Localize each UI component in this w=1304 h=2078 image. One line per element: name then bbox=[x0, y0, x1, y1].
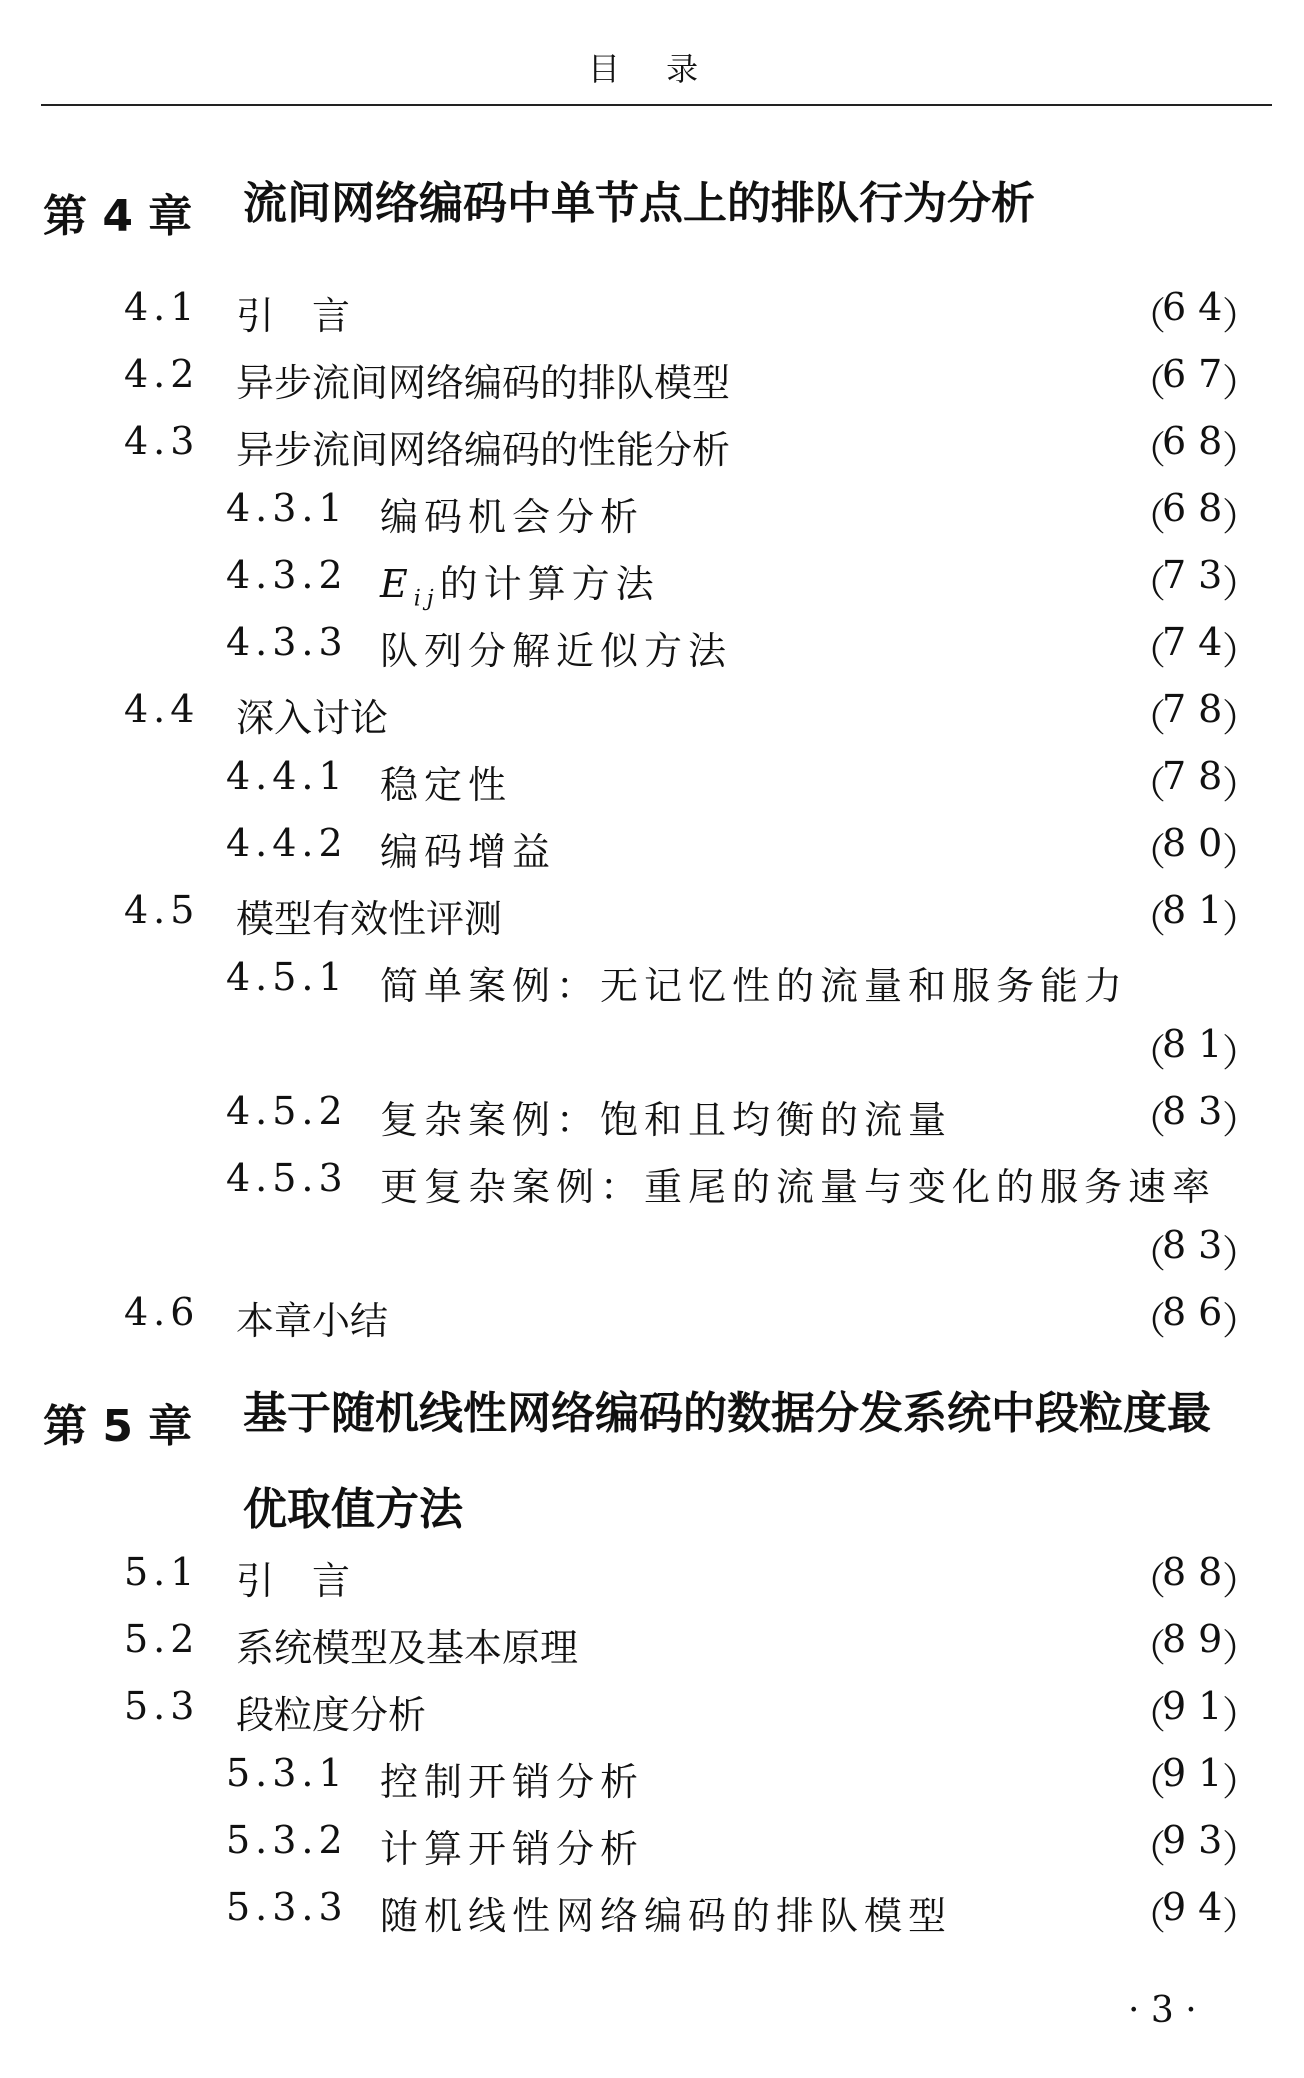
toc-entry[interactable] bbox=[226, 1156, 1260, 1276]
math-variable: $E_{ij}$ bbox=[380, 562, 440, 612]
page-number: 91 bbox=[1162, 1751, 1235, 1795]
section-title: 引 言 bbox=[236, 294, 351, 338]
chapter-number: 第 5 章 bbox=[43, 1401, 193, 1452]
subsection-title: 稳定性 bbox=[380, 763, 513, 807]
section-number: 4.1 bbox=[124, 285, 200, 329]
page-number: 68 bbox=[1162, 419, 1235, 463]
left-paren: （ bbox=[1128, 629, 1167, 673]
left-paren: （ bbox=[1128, 1626, 1167, 1670]
subsection-number: 4.5.2 bbox=[226, 1089, 348, 1133]
subsection-title: 队列分解近似方法 bbox=[380, 629, 733, 673]
dot-leader bbox=[668, 553, 1100, 601]
right-paren: ） bbox=[1221, 1232, 1260, 1276]
page-number: 67 bbox=[1162, 352, 1235, 396]
subsection-title: 控制开销分析 bbox=[380, 1760, 645, 1804]
dot-leader bbox=[806, 419, 1100, 467]
page-number: 88 bbox=[1162, 1550, 1235, 1594]
left-paren: （ bbox=[1128, 1232, 1167, 1276]
dot-leader bbox=[634, 1617, 1100, 1665]
dot-leader bbox=[454, 1684, 1100, 1732]
dot-leader bbox=[668, 1751, 1100, 1799]
toc-entry[interactable] bbox=[124, 1550, 1260, 1602]
section-title: 段粒度分析 bbox=[236, 1693, 427, 1737]
toc-entry[interactable] bbox=[124, 687, 1260, 739]
toc-entry[interactable] bbox=[226, 1089, 1260, 1141]
page-number: 81 bbox=[1162, 1022, 1235, 1066]
toc-entry[interactable] bbox=[226, 620, 1260, 672]
section-title: 模型有效性评测 bbox=[236, 897, 503, 941]
page-number: 68 bbox=[1162, 486, 1235, 530]
right-paren: ） bbox=[1221, 1894, 1260, 1938]
left-paren: （ bbox=[1128, 1098, 1167, 1142]
section-title: 引 言 bbox=[236, 1559, 351, 1603]
page-number: 80 bbox=[1162, 821, 1235, 865]
page-number: 78 bbox=[1162, 754, 1235, 798]
dot-leader bbox=[582, 821, 1100, 869]
left-paren: （ bbox=[1128, 495, 1167, 539]
left-paren: （ bbox=[1128, 830, 1167, 874]
toc-entry[interactable] bbox=[124, 1617, 1260, 1669]
toc-entry[interactable] bbox=[226, 754, 1260, 806]
page-number: 78 bbox=[1162, 687, 1235, 731]
subsection-number: 5.3.3 bbox=[226, 1885, 348, 1929]
page-folio: · 3 · bbox=[1128, 1990, 1197, 2031]
section-number: 5.2 bbox=[124, 1617, 200, 1661]
left-paren: （ bbox=[1128, 428, 1167, 472]
subsection-number: 5.3.1 bbox=[226, 1751, 348, 1795]
section-title: 异步流间网络编码的排队模型 bbox=[236, 361, 731, 405]
right-paren: ） bbox=[1221, 897, 1260, 941]
toc-entry[interactable] bbox=[226, 955, 1260, 1075]
right-paren: ） bbox=[1221, 495, 1260, 539]
page-number: 74 bbox=[1162, 620, 1235, 664]
section-number: 5.3 bbox=[124, 1684, 200, 1728]
section-number: 4.6 bbox=[124, 1290, 200, 1334]
toc-entry[interactable] bbox=[124, 419, 1260, 471]
page-number: 83 bbox=[1162, 1089, 1235, 1133]
chapter-number: 第 4 章 bbox=[43, 191, 193, 242]
left-paren: （ bbox=[1128, 897, 1167, 941]
right-paren: ） bbox=[1221, 294, 1260, 338]
subsection-number: 4.4.1 bbox=[226, 754, 348, 798]
left-paren: （ bbox=[1128, 1031, 1167, 1075]
header-rule bbox=[41, 104, 1272, 106]
dot-leader bbox=[406, 687, 1100, 735]
section-title: 深入讨论 bbox=[236, 696, 389, 740]
left-paren: （ bbox=[1128, 763, 1167, 807]
left-paren: （ bbox=[1128, 361, 1167, 405]
subsection-number: 4.4.2 bbox=[226, 821, 348, 865]
chapter-title: 基于随机线性网络编码的数据分发系统中段粒度最优取值方法 bbox=[243, 1388, 1211, 1535]
section-title: 异步流间网络编码的性能分析 bbox=[236, 428, 731, 472]
dot-leader bbox=[668, 486, 1100, 534]
section-number: 5.1 bbox=[124, 1550, 200, 1594]
right-paren: ） bbox=[1221, 629, 1260, 673]
right-paren: ） bbox=[1221, 1299, 1260, 1343]
page-number: 91 bbox=[1162, 1684, 1235, 1728]
dot-leader bbox=[372, 285, 1100, 333]
toc-entry[interactable] bbox=[226, 821, 1260, 873]
toc-entry[interactable] bbox=[124, 888, 1260, 940]
right-paren: ） bbox=[1221, 830, 1260, 874]
left-paren: （ bbox=[1128, 696, 1167, 740]
page-number: 81 bbox=[1162, 888, 1235, 932]
section-number: 4.3 bbox=[124, 419, 200, 463]
right-paren: ） bbox=[1221, 1760, 1260, 1804]
right-paren: ） bbox=[1221, 696, 1260, 740]
dot-leader bbox=[540, 754, 1100, 802]
subsection-number: 4.3.3 bbox=[226, 620, 348, 664]
right-paren: ） bbox=[1221, 361, 1260, 405]
page-number: 73 bbox=[1162, 553, 1235, 597]
section-number: 4.2 bbox=[124, 352, 200, 396]
right-paren: ） bbox=[1221, 428, 1260, 472]
dot-leader bbox=[806, 352, 1100, 400]
right-paren: ） bbox=[1221, 1827, 1260, 1871]
dot-leader bbox=[668, 1818, 1100, 1866]
subsection-title: 编码机会分析 bbox=[380, 495, 645, 539]
left-paren: （ bbox=[1128, 1894, 1167, 1938]
right-paren: ） bbox=[1221, 1693, 1260, 1737]
left-paren: （ bbox=[1128, 1827, 1167, 1871]
subsection-title: 复杂案例：饱和且均衡的流量 bbox=[380, 1098, 953, 1142]
section-number: 4.5 bbox=[124, 888, 200, 932]
dot-leader bbox=[982, 1089, 1100, 1137]
toc-entry[interactable] bbox=[226, 486, 1260, 538]
subsection-title: 更复杂案例：重尾的流量与变化的服务速率 bbox=[380, 1165, 1217, 1209]
page-header: 目 录 bbox=[587, 50, 717, 88]
toc-entry[interactable] bbox=[226, 1885, 1260, 1937]
left-paren: （ bbox=[1128, 562, 1167, 606]
subsection-title: 计算开销分析 bbox=[380, 1827, 645, 1871]
page-number: 89 bbox=[1162, 1617, 1235, 1661]
left-paren: （ bbox=[1128, 1693, 1167, 1737]
toc-entry[interactable] bbox=[226, 1818, 1260, 1870]
dot-leader bbox=[416, 1022, 1100, 1070]
dot-leader bbox=[756, 620, 1100, 668]
right-paren: ） bbox=[1221, 1031, 1260, 1075]
page-number: 93 bbox=[1162, 1818, 1235, 1862]
subsection-title: 编码增益 bbox=[380, 830, 557, 874]
section-title: 本章小结 bbox=[236, 1299, 389, 1343]
section-number: 4.4 bbox=[124, 687, 200, 731]
dot-leader bbox=[406, 1290, 1100, 1338]
toc-entry[interactable] bbox=[124, 1290, 1260, 1342]
page-number: 64 bbox=[1162, 285, 1235, 329]
right-paren: ） bbox=[1221, 562, 1260, 606]
toc-entry[interactable] bbox=[226, 1751, 1260, 1803]
toc-entry[interactable] bbox=[124, 1684, 1260, 1736]
toc-entry[interactable] bbox=[124, 352, 1260, 404]
right-paren: ） bbox=[1221, 1559, 1260, 1603]
dot-leader bbox=[982, 1885, 1100, 1933]
subsection-number: 5.3.2 bbox=[226, 1818, 348, 1862]
section-title: 系统模型及基本原理 bbox=[236, 1626, 579, 1670]
page-number: 94 bbox=[1162, 1885, 1235, 1929]
chapter-title: 流间网络编码中单节点上的排队行为分析 bbox=[243, 178, 1035, 229]
subsection-number: 4.3.1 bbox=[226, 486, 348, 530]
page-number: 86 bbox=[1162, 1290, 1235, 1334]
toc-entry[interactable] bbox=[124, 285, 1260, 337]
subsection-title: 简单案例：无记忆性的流量和服务能力 bbox=[380, 964, 1129, 1008]
right-paren: ） bbox=[1221, 1098, 1260, 1142]
subsection-number: 4.5.3 bbox=[226, 1156, 348, 1200]
toc-entry[interactable] bbox=[226, 553, 1260, 612]
right-paren: ） bbox=[1221, 763, 1260, 807]
subsection-number: 4.3.2 bbox=[226, 553, 348, 597]
left-paren: （ bbox=[1128, 1299, 1167, 1343]
left-paren: （ bbox=[1128, 294, 1167, 338]
right-paren: ） bbox=[1221, 1626, 1260, 1670]
dot-leader bbox=[416, 1223, 1100, 1271]
subsection-number: 4.5.1 bbox=[226, 955, 348, 999]
page-number: 83 bbox=[1162, 1223, 1235, 1267]
dot-leader bbox=[372, 1550, 1100, 1598]
dot-leader bbox=[546, 888, 1100, 936]
subsection-title: $E_{ij}$的计算方法 bbox=[380, 562, 660, 612]
left-paren: （ bbox=[1128, 1760, 1167, 1804]
subsection-title: 随机线性网络编码的排队模型 bbox=[380, 1894, 953, 1938]
left-paren: （ bbox=[1128, 1559, 1167, 1603]
